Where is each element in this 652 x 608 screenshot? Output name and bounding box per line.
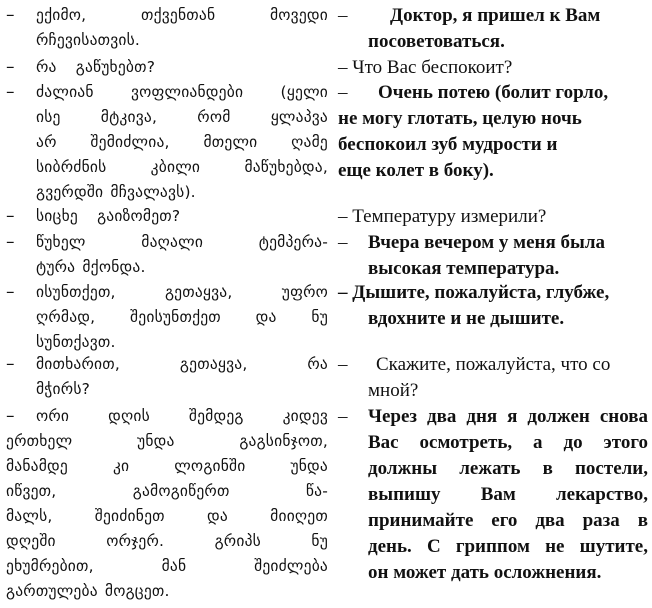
- georgian-text-line: არ შემიძლია, მთელი ღამე: [36, 133, 328, 151]
- georgian-text-line: მითხარით, გეთაყვა, რა: [36, 355, 328, 373]
- russian-line-group: [368, 352, 648, 404]
- russian-text-line: Вас осмотреть, а до этого: [368, 432, 648, 453]
- russian-line-group: [338, 280, 648, 332]
- russian-text-line: принимайте его два раза в: [368, 510, 648, 531]
- dialogue-row-5: [0, 230, 652, 282]
- georgian-text-line: წუხელ მაღალი ტემპერა-: [36, 233, 328, 251]
- russian-text-line: Очень потею (болит горло,: [378, 82, 609, 103]
- georgian-line-group: [36, 230, 328, 280]
- georgian-line-group: [36, 80, 328, 205]
- dialogue-row-1: [0, 3, 652, 55]
- georgian-text-line: სიბრძნის კბილი მაწუხებდა,: [36, 158, 328, 176]
- geo-dash: –: [6, 82, 15, 102]
- georgian-text-line: სუნთქავთ.: [36, 333, 116, 351]
- georgian-line-group: [36, 55, 328, 80]
- russian-text-line: вдохните и не дышите.: [368, 308, 565, 329]
- russian-line-group: [338, 204, 648, 230]
- georgian-text-line: რა გაწუხებთ?: [36, 58, 156, 76]
- geo-dash: –: [6, 354, 15, 374]
- georgian-text-line: ღრმად, შეისუნთქეთ და ნუ: [36, 308, 328, 326]
- dialogue-row-8: [0, 404, 652, 608]
- georgian-text-line: ტურა მქონდა.: [36, 258, 146, 276]
- georgian-text-line: ექიმო, თქვენთან მოვედი: [36, 6, 328, 24]
- georgian-text-line: მჭირს?: [36, 380, 91, 398]
- georgian-line-group: [36, 352, 328, 402]
- russian-dash: –: [338, 354, 348, 375]
- russian-text-line: высокая температура.: [368, 258, 560, 279]
- georgian-text-line: გართულება მოგცეთ.: [6, 582, 170, 600]
- russian-text-line: Скажите, пожалуйста, что со: [376, 354, 611, 375]
- georgian-text-line: სიცხე გაიზომეთ?: [36, 207, 181, 225]
- russian-text-line: – Что Вас беспокоит?: [338, 57, 513, 78]
- dialogue-row-4: [0, 204, 652, 230]
- russian-line-group: [368, 404, 648, 586]
- russian-text-line: должны лежать в постели,: [368, 458, 648, 479]
- dialogue-row-7: [0, 352, 652, 404]
- georgian-text-line: იწვეთ, გამოგიწერთ წა-: [6, 482, 328, 500]
- russian-text-line: – Температуру измерили?: [338, 206, 547, 227]
- russian-dash: –: [338, 5, 348, 26]
- russian-line-group: [338, 80, 648, 184]
- georgian-text-line: ორი დღის შემდეგ კიდევ: [36, 407, 328, 425]
- russian-dash: –: [338, 82, 348, 103]
- georgian-line-group: [6, 404, 328, 604]
- georgian-text-line: ერთხელ უნდა გაგსინჯოთ,: [6, 432, 328, 450]
- dialogue-row-6: [0, 280, 652, 358]
- russian-text-line: Через два дня я должен снова: [368, 406, 648, 427]
- russian-line-group: [368, 230, 648, 282]
- georgian-text-line: ეხუმრებით, მან შეიძლება: [6, 557, 328, 575]
- geo-dash: –: [6, 206, 15, 226]
- georgian-text-line: დღეში ორჯერ. გრიპს ნუ: [6, 532, 328, 550]
- russian-text-line: он может дать осложнения.: [368, 562, 602, 583]
- russian-text-line: беспокоил зуб мудрости и: [338, 134, 558, 155]
- georgian-text-line: მალს, შეიძინეთ და მიიღეთ: [6, 507, 328, 525]
- russian-text-line: Доктор, я пришел к Вам: [390, 5, 601, 26]
- russian-dash: –: [338, 232, 348, 253]
- georgian-text-line: გვერდში მჩვალავს).: [36, 183, 196, 201]
- georgian-text-line: ისე მტკივა, რომ ყლაპვა: [36, 108, 328, 126]
- dialogue-row-2: [0, 55, 652, 81]
- geo-dash: –: [6, 5, 15, 25]
- georgian-text-line: რჩევისათვის.: [36, 31, 141, 49]
- geo-dash: –: [6, 232, 15, 252]
- russian-text-line: посоветоваться.: [368, 31, 505, 52]
- russian-text-line: еще колет в боку).: [338, 160, 494, 181]
- geo-dash: –: [6, 406, 15, 426]
- russian-text-line: мной?: [368, 380, 419, 401]
- geo-dash: –: [6, 282, 15, 302]
- russian-text-line: – Дышите, пожалуйста, глубже,: [338, 282, 610, 303]
- geo-dash: –: [6, 57, 15, 77]
- georgian-line-group: [36, 280, 328, 355]
- georgian-line-group: [36, 3, 328, 53]
- russian-line-group: [368, 3, 648, 55]
- russian-line-group: [338, 55, 648, 81]
- russian-text-line: день. С гриппом не шутите,: [368, 536, 648, 557]
- georgian-text-line: მანამდე კი ლოგინში უნდა: [6, 457, 328, 475]
- georgian-text-line: ისუნთქეთ, გეთაყვა, უფრო: [36, 283, 328, 301]
- georgian-line-group: [36, 204, 328, 229]
- russian-text-line: не могу глотать, целую ночь: [338, 108, 582, 129]
- russian-dash: –: [338, 406, 348, 427]
- georgian-text-line: ძალიან ვოფლიანდები (ყელი: [36, 83, 328, 101]
- russian-text-line: выпишу Вам лекарство,: [368, 484, 648, 505]
- dialogue-row-3: [0, 80, 652, 208]
- russian-text-line: Вчера вечером у меня была: [368, 232, 606, 253]
